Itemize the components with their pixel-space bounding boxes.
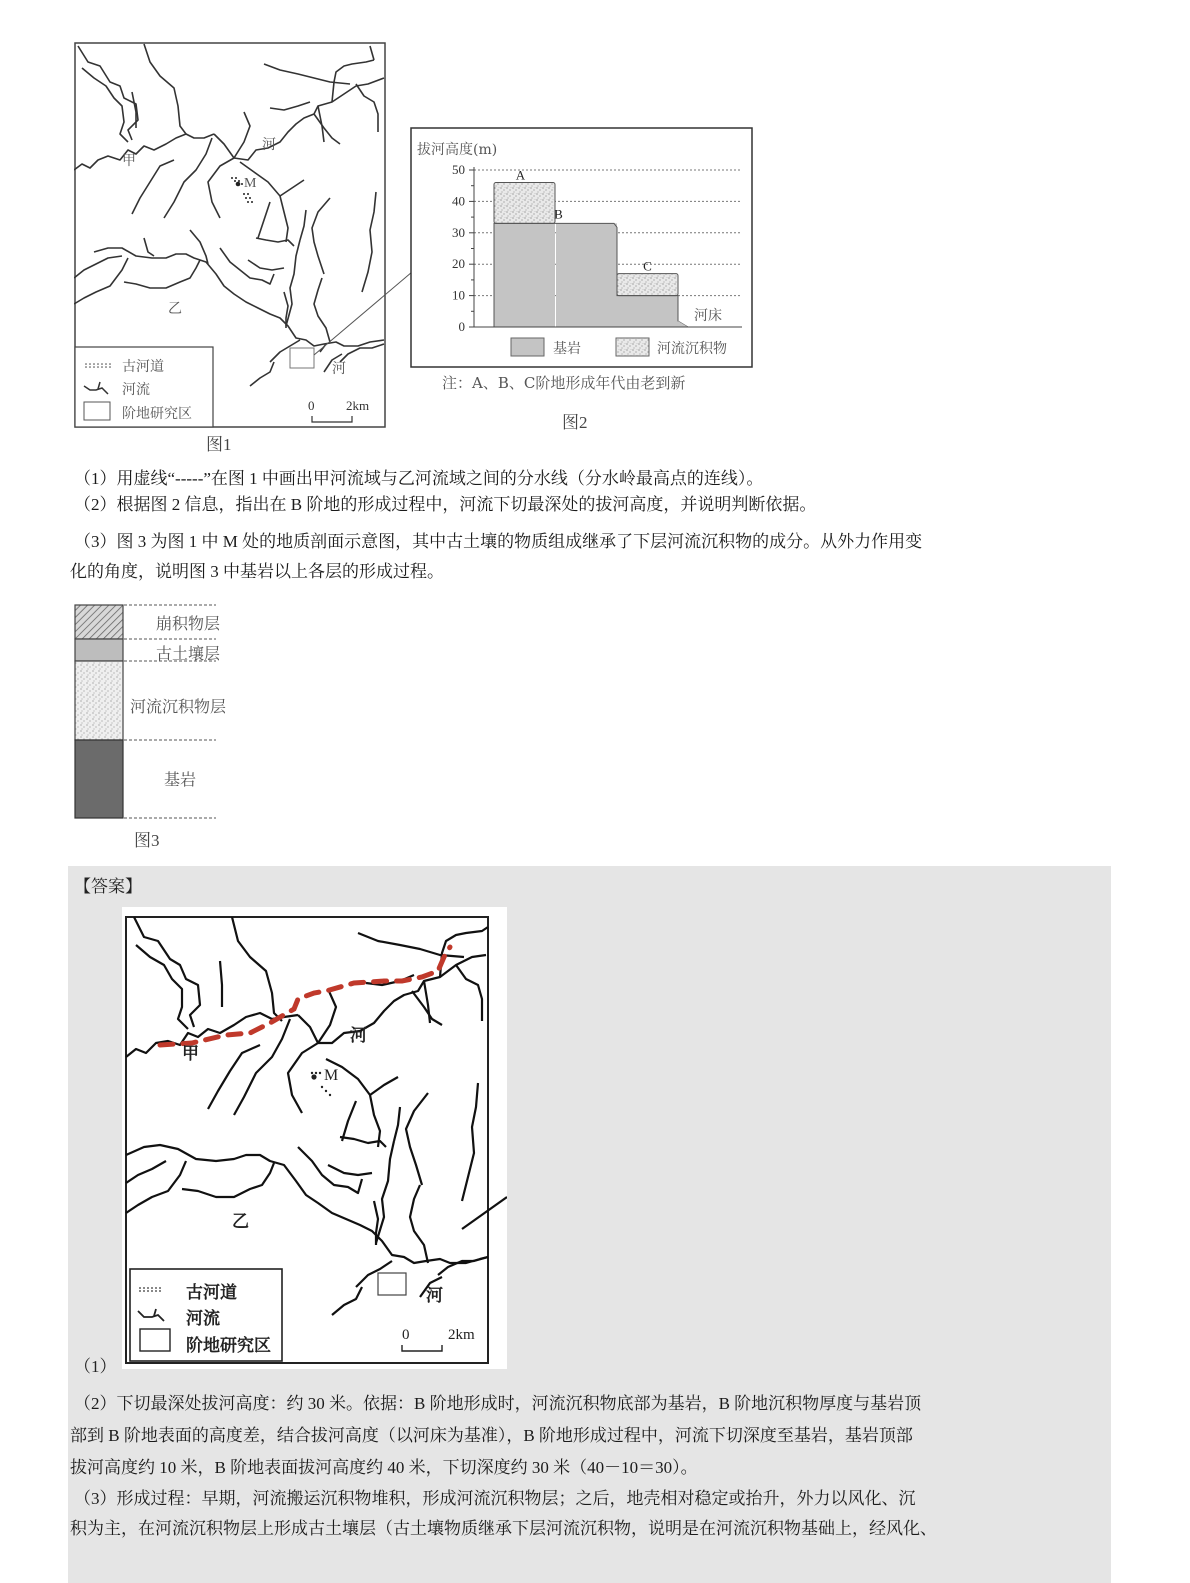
label-jia: 甲 [122, 153, 136, 169]
layer-label-bedrock: 基岩 [164, 770, 197, 789]
y-tick-label: 0 [458, 319, 465, 334]
y-tick-label: 10 [452, 287, 465, 303]
answer-legend-river: 河流 [186, 1309, 220, 1329]
legend-label-study-area: 阶地研究区 [122, 406, 192, 422]
label-yi: 乙 [168, 301, 182, 317]
layer-river-sediment [75, 661, 123, 740]
answer-map [122, 907, 507, 1369]
question-2: （2）根据图 2 信息，指出在 B 阶地的形成过程中，河流下切最深处的拔河高度，并说明判断依据。 [74, 495, 817, 514]
y-tick-label: 20 [452, 256, 465, 272]
figure-1-map [74, 42, 386, 428]
figure-3-caption: 图3 [134, 831, 160, 850]
chart-svg [410, 127, 753, 368]
legend-label-ancient-channel: 古河道 [122, 359, 164, 375]
bar-bedrock-C [617, 296, 678, 327]
bar-sediment-C [617, 274, 678, 296]
answer-part-1-label: （1） [74, 1357, 117, 1376]
layer-label-river-sediment: 河流沉积物层 [130, 697, 227, 716]
legend-rectangle-icon [84, 402, 110, 420]
label-he-top: 河 [262, 137, 276, 153]
answer-header: 【答案】 [74, 877, 142, 896]
layer-label-paleosol: 古土壤层 [156, 644, 221, 663]
answer-label-he-bottom: 河 [426, 1286, 443, 1306]
legend-label-sediment: 河流沉积物 [657, 341, 727, 357]
answer-label-he-top: 河 [350, 1026, 367, 1046]
answer-scale-start: 0 [402, 1327, 410, 1343]
riverbed-label: 河床 [694, 308, 722, 324]
answer-line-5: 积为主，在河流沉积物层上形成古土壤层（古土壤物质继承下层河流沉积物，说明是在河流沉积物基础上，经风化、 [70, 1519, 937, 1538]
question-3-line-2: 化的角度，说明图 3 中基岩以上各层的形成过程。 [70, 562, 444, 581]
figure-3-profile [74, 604, 254, 848]
figure-2-caption: 图2 [562, 413, 588, 432]
figure-2-chart [410, 127, 753, 368]
answer-label-m: M [324, 1067, 339, 1084]
label-m: M [244, 176, 257, 191]
answer-scale-end: 2km [448, 1327, 475, 1343]
answer-line-1: （2）下切最深处拔河高度：约 30 米。依据：B 阶地形成时，河流沉积物底部为基岩，B 阶地沉积物厚度与基岩顶 [74, 1394, 922, 1413]
answer-map-drawing [122, 907, 507, 1369]
y-axis-label: 拔河高度(m) [417, 142, 498, 158]
bar-bedrock-B [556, 223, 617, 327]
bar-bedrock-A [494, 223, 555, 327]
legend-label-bedrock: 基岩 [553, 341, 581, 357]
bar-sediment-A [494, 183, 555, 224]
scale-end: 2km [346, 398, 370, 413]
y-tick-label: 30 [452, 224, 465, 240]
answer-line-3: 拔河高度约 10 米，B 阶地表面拔河高度约 40 米，下切深度约 30 米（40－10＝30）。 [70, 1458, 698, 1477]
legend-label-river: 河流 [122, 382, 150, 398]
label-he-bottom: 河 [332, 361, 346, 377]
answer-line-4: （3）形成过程：早期，河流搬运沉积物堆积，形成河流沉积物层；之后，地壳相对稳定或抬升，外力以风化、沉 [74, 1489, 916, 1508]
figure-1-caption: 图1 [206, 435, 232, 454]
terrace-label-B: B [554, 206, 563, 222]
y-tick-label: 40 [452, 193, 465, 209]
layer-colluvium [75, 605, 123, 639]
question-3-line-1: （3）图 3 为图 1 中 M 处的地质剖面示意图，其中古土壤的物质组成继承了下层河流沉积物的成分。从外力作用变 [74, 532, 923, 551]
legend-swatch-bedrock [511, 338, 544, 356]
scale-start: 0 [308, 398, 315, 413]
answer-line-2: 部到 B 阶地表面的高度差，结合拔河高度（以河床为基准），B 阶地形成过程中，河流下切深度至基岩，基岩顶部 [70, 1426, 913, 1445]
layer-bedrock [75, 740, 123, 818]
answer-label-jia: 甲 [182, 1044, 199, 1064]
answer-legend-ancient-channel: 古河道 [186, 1283, 237, 1303]
question-1: （1）用虚线“-----”在图 1 中画出甲河流域与乙河流域之间的分水线（分水岭最高点的连线）。 [74, 469, 764, 488]
answer-label-yi: 乙 [232, 1212, 249, 1232]
answer-legend-study-area: 阶地研究区 [186, 1336, 271, 1356]
terrace-label-A: A [515, 167, 526, 183]
terrace-label-C: C [643, 258, 652, 274]
figure-2-note: 注：A、B、C阶地形成年代由老到新 [442, 374, 686, 392]
layer-paleosol [75, 639, 123, 661]
layer-label-colluvium: 崩积物层 [156, 614, 221, 633]
legend-swatch-sediment [616, 338, 649, 356]
y-tick-label: 50 [452, 162, 465, 177]
